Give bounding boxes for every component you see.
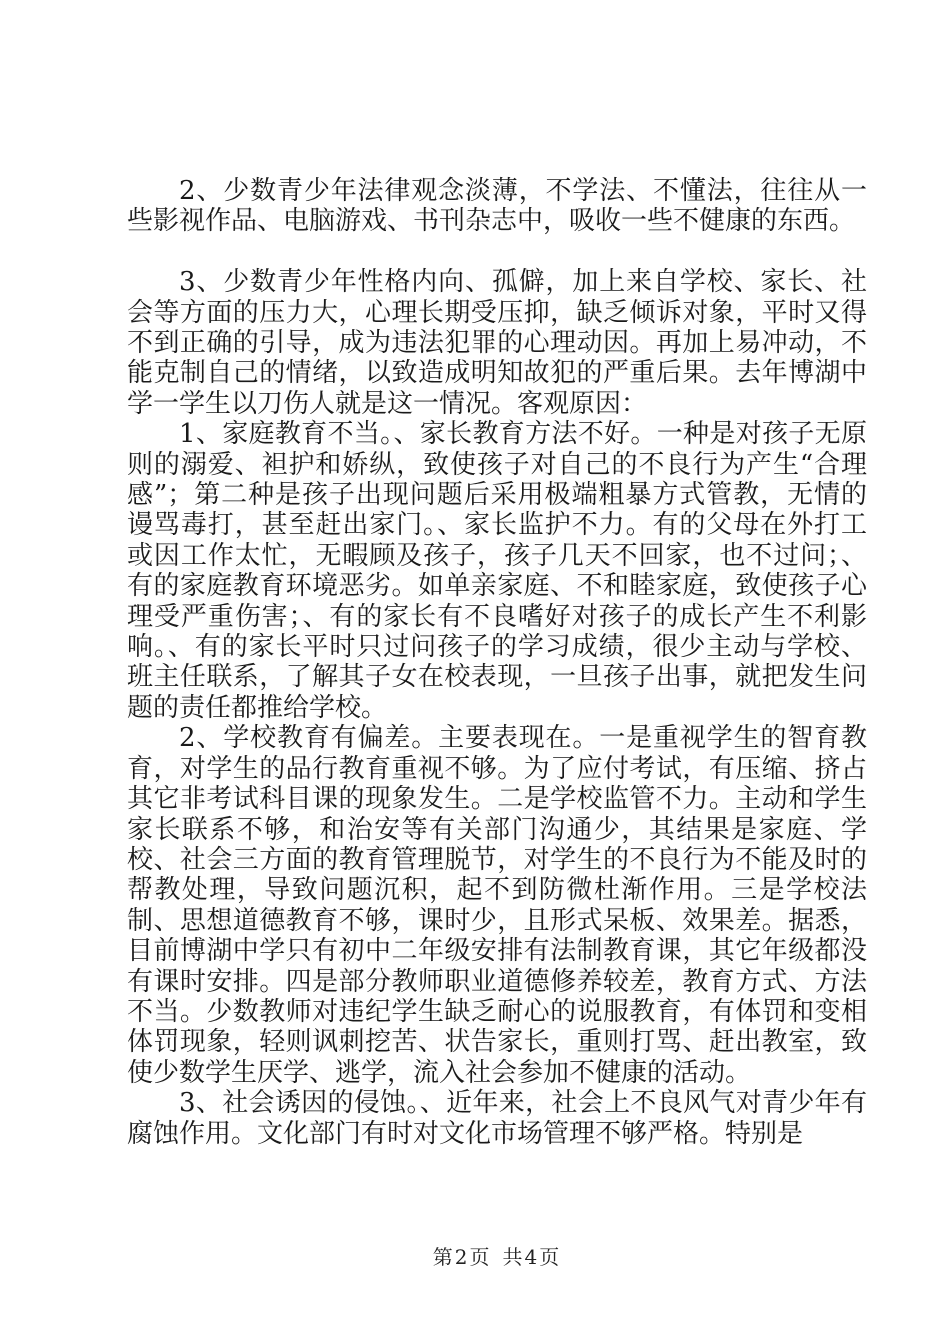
paragraph-social-influence: 3、社会诱因的侵蚀。、近年来，社会上不良风气对青少年有腐蚀作用。文化部门有时对文化市场管理不够严格。特别是	[127, 1088, 867, 1149]
blank-line	[127, 237, 867, 267]
page-number-current: 第2页	[432, 1245, 492, 1269]
document-body	[127, 176, 867, 1149]
paragraph-school-education: 2、学校教育有偏差。主要表现在。一是重视学生的智育教育，对学生的品行教育重视不够。为了应付考试，有压缩、挤占其它非考试科目课的现象发生。二是学校监管不力。主动和学生家长联系不够，和治安等有关部门沟通少，其结果是家庭、学校、社会三方面的教育管理脱节，对学生的不良行为不能及时的帮教处理，导致问题沉积，起不到防微杜渐作用。三是学校法制、思想道德教育不够，课时少，且形式呆板、效果差。据悉，目前博湖中学只有初中二年级安排有法制教育课，其它年级都没有课时安排。四是部分教师职业道德修养较差，教育方式、方法不当。少数教师对违纪学生缺乏耐心的说服教育，有体罚和变相体罚现象，轻则讽刺挖苦、状告家长，重则打骂、赶出教室，致使少数学生厌学、逃学，流入社会参加不健康的活动。	[127, 723, 867, 1088]
paragraph-psychological-causes: 3、少数青少年性格内向、孤僻，加上来自学校、家长、社会等方面的压力大，心理长期受压抑，缺乏倾诉对象，平时又得不到正确的引导，成为违法犯罪的心理动因。再加上易冲动，不能克制自己的情绪，以致造成明知故犯的严重后果。去年博湖中学一学生以刀伤人就是这一情况。客观原因：	[127, 267, 867, 419]
paragraph-family-education: 1、家庭教育不当。、家长教育方法不好。一种是对孩子无原则的溺爱、袒护和娇纵，致使孩子对自己的不良行为产生“合理感”；第二种是孩子出现问题后采用极端粗暴方式管教，无情的谩骂毒打，甚至赶出家门。、家长监护不力。有的父母在外打工或因工作太忙，无暇顾及孩子，孩子几天不回家，也不过问；、有的家庭教育环境恶劣。如单亲家庭、不和睦家庭，致使孩子心理受严重伤害；、有的家长有不良嗜好对孩子的成长产生不利影响。、有的家长平时只过问孩子的学习成绩，很少主动与学校、班主任联系，了解其子女在校表现，一旦孩子出事，就把发生问题的责任都推给学校。	[127, 419, 867, 723]
page-number-total: 共4页	[502, 1245, 562, 1269]
paragraph-law-awareness: 2、少数青少年法律观念淡薄，不学法、不懂法，往往从一些影视作品、电脑游戏、书刊杂志中，吸收一些不健康的东西。	[127, 176, 867, 237]
page-footer	[127, 1241, 867, 1270]
